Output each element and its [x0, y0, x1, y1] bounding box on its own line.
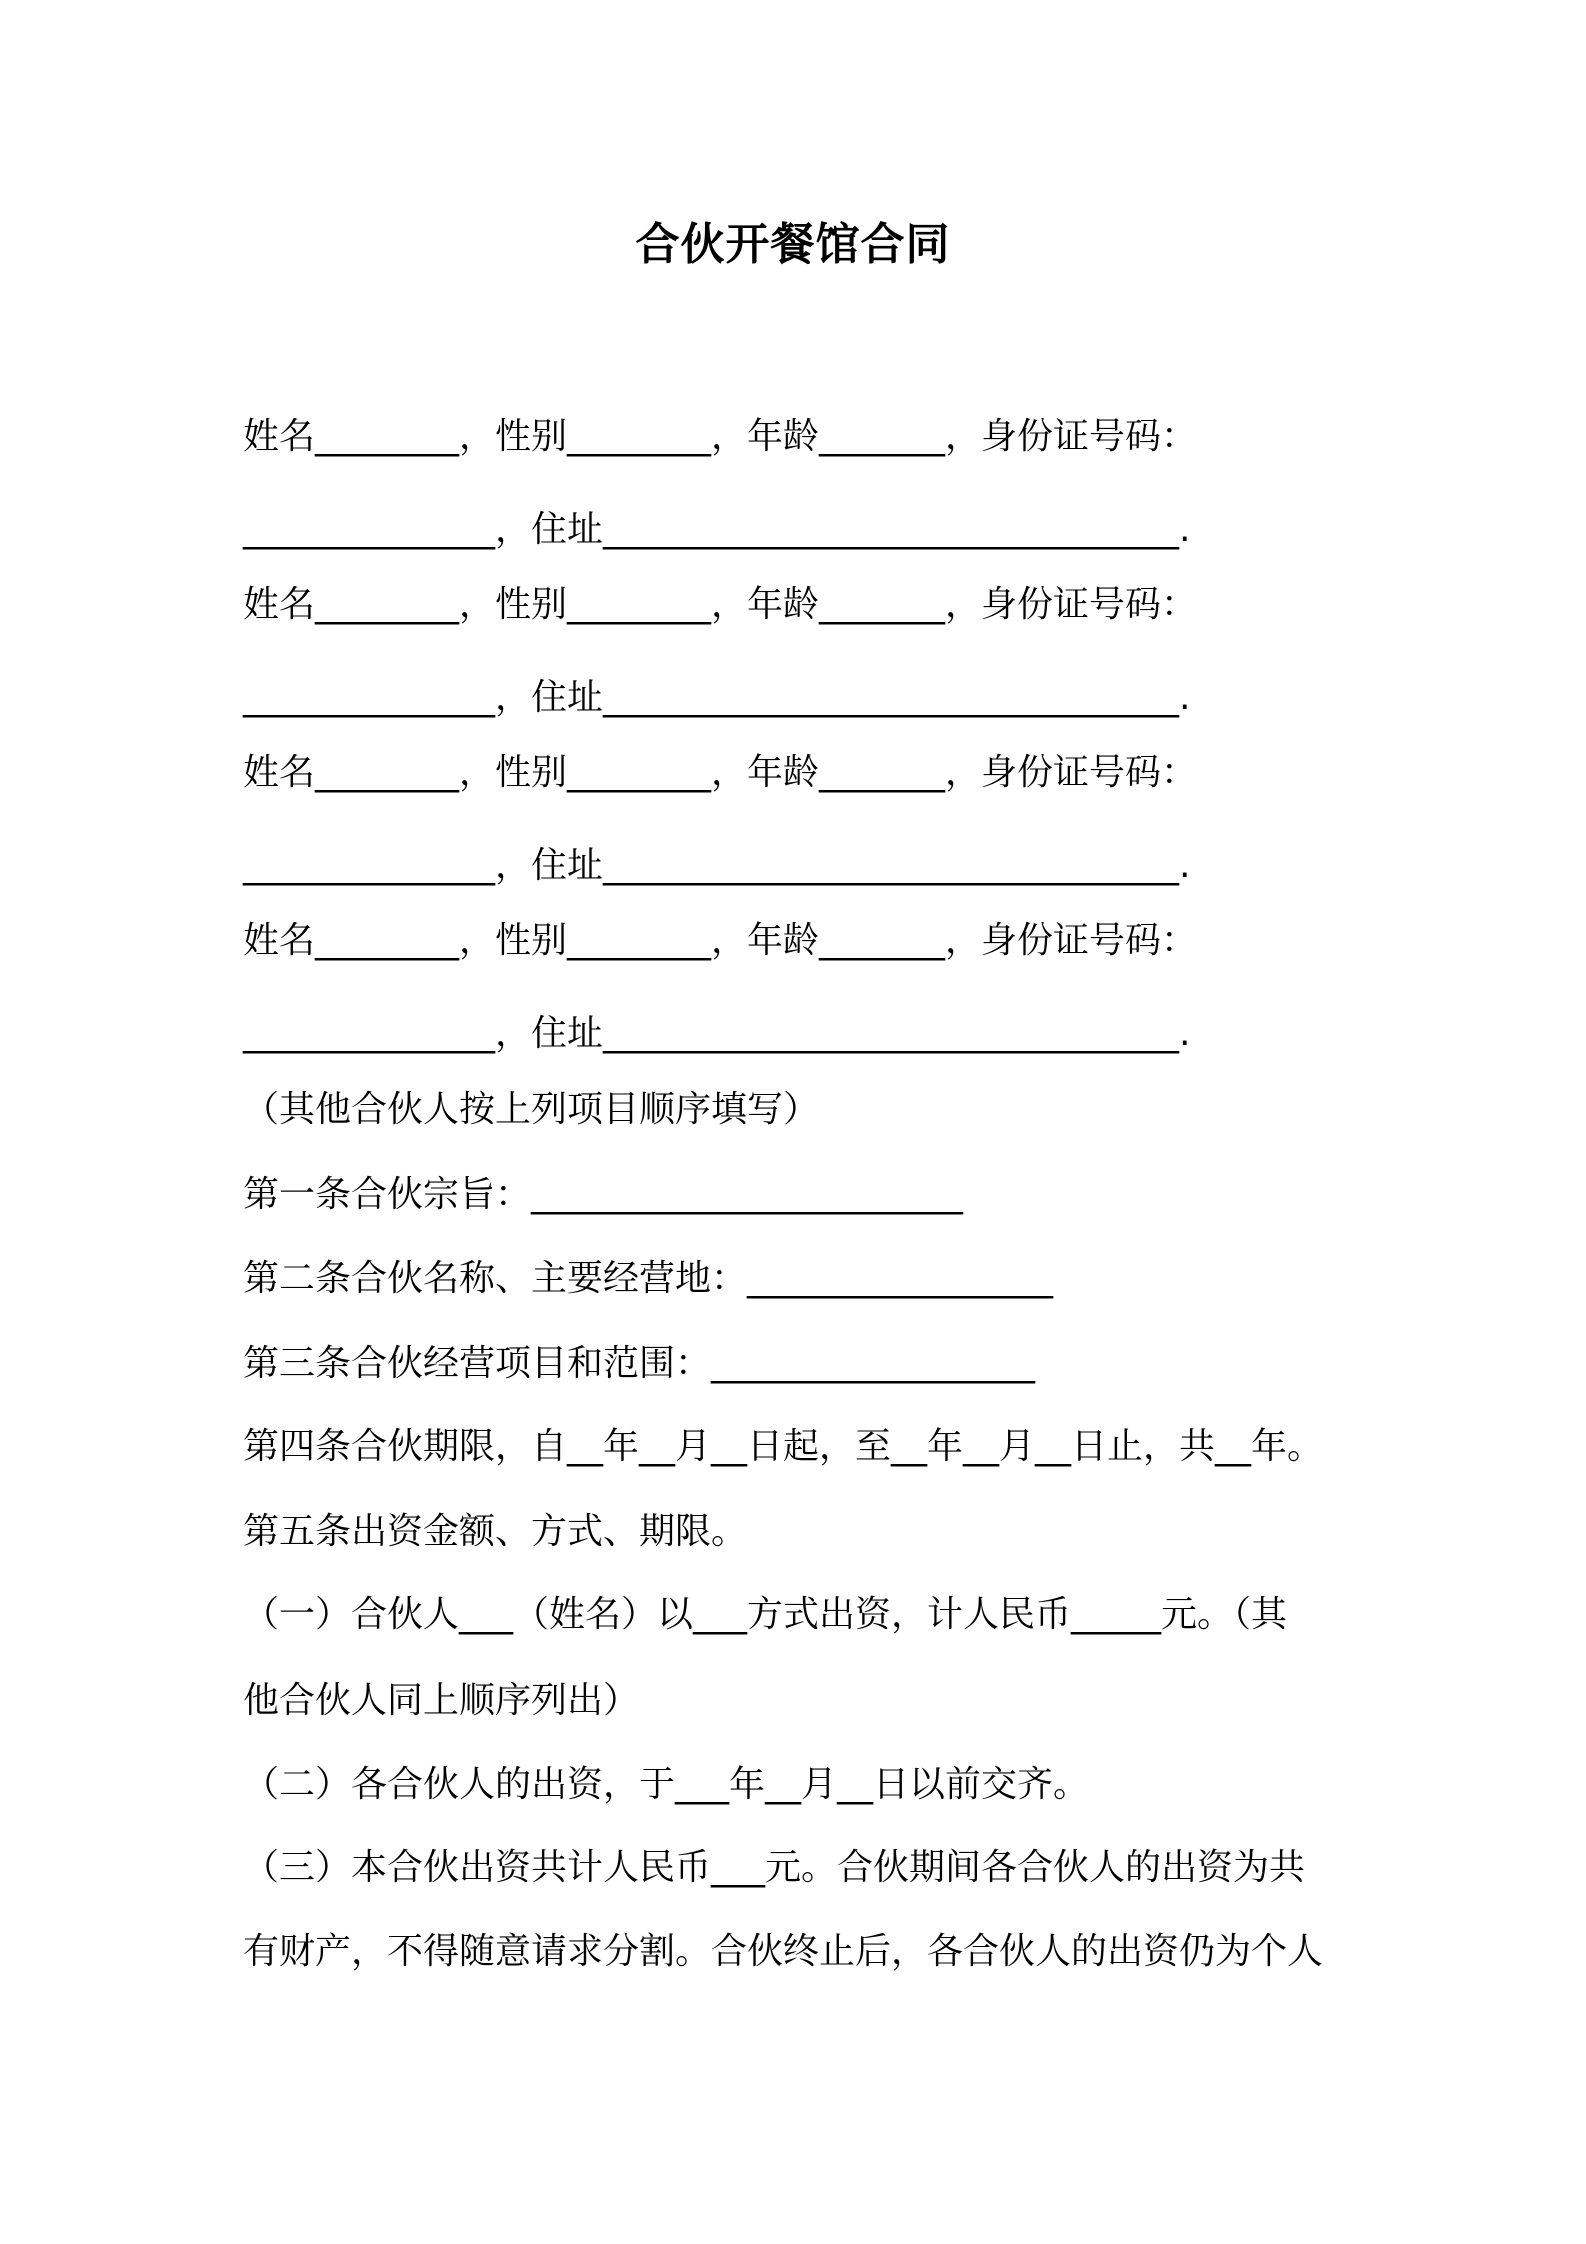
article-2: 第二条合伙名称、主要经营地：_________________ [243, 1258, 1054, 1299]
article-4: 第四条合伙期限，自__年__月__日起，至__年__月__日止，共__年。 [243, 1426, 1324, 1467]
article-5: 第五条出资金额、方式、期限。 [243, 1511, 748, 1552]
document-title: 合伙开餐馆合同 [635, 219, 951, 270]
article-5-item-3: （三）本合伙出资共计人民币___元。合伙期间各合伙人的出资为共 [243, 1847, 1306, 1888]
article-5-item-2: （二）各合伙人的出资，于___年__月__日以前交齐。 [243, 1764, 1090, 1805]
fill-note: （其他合伙人按上列项目顺序填写） [243, 1089, 820, 1130]
partner-line-6: ______________，住址________________________________. [243, 845, 1191, 886]
article-1: 第一条合伙宗旨：________________________ [243, 1174, 964, 1215]
partner-line-4: ______________，住址________________________________. [243, 677, 1191, 718]
article-5-item-1-cont: 他合伙人同上顺序列出） [243, 1680, 640, 1721]
partner-line-3: 姓名________，性别________，年龄_______，身份证号码： [243, 584, 1198, 625]
partner-line-8: ______________，住址________________________________. [243, 1013, 1191, 1054]
article-5-item-3-cont: 有财产，不得随意请求分割。合伙终止后，各合伙人的出资仍为个人 [243, 1931, 1324, 1972]
partner-line-5: 姓名________，性别________，年龄_______，身份证号码： [243, 752, 1198, 793]
partner-line-2: ______________，住址________________________________. [243, 509, 1191, 550]
partner-line-7: 姓名________，性别________，年龄_______，身份证号码： [243, 920, 1198, 961]
article-3: 第三条合伙经营项目和范围：__________________ [243, 1343, 1036, 1384]
partner-line-1: 姓名________，性别________，年龄_______，身份证号码： [243, 416, 1198, 457]
article-5-item-1: （一）合伙人___（姓名）以___方式出资，计人民币_____元。（其 [243, 1594, 1288, 1635]
